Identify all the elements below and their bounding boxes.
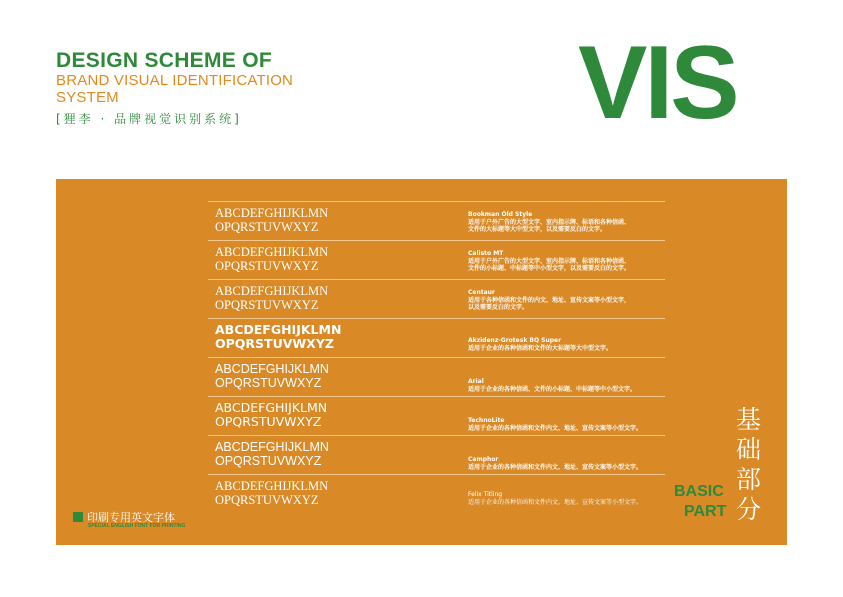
- font-sample: [215, 401, 327, 429]
- title-line-1: DESIGN SCHEME OF: [56, 49, 272, 72]
- header: [56, 50, 293, 127]
- font-desc-1: 适用于企业的各种信函、文件的小标题、中标题等中小型文字。: [468, 385, 637, 393]
- font-row-bookman: [208, 201, 665, 241]
- font-row-camphor: [208, 435, 665, 475]
- vis-mark: VIS: [578, 25, 737, 141]
- font-row-calisto: [208, 240, 665, 280]
- font-desc-2: 文件的大标题等大中型文字，以及需要反白的文字。: [468, 226, 607, 233]
- font-info: [468, 491, 642, 506]
- font-name: Arial: [468, 378, 484, 385]
- font-desc-1: 适用于企业的各种信函和文件内文、地址、宣传文案等小型文字。: [468, 498, 643, 506]
- font-info: [468, 456, 642, 471]
- basic-line-1: BASIC: [674, 483, 724, 500]
- sample-line-2: OPQRSTUVWXYZ: [215, 298, 319, 312]
- font-desc-1: 适用于户外广告的大型文字、室内指示牌、标语和各种信函、: [468, 218, 631, 226]
- font-desc-1: 适用于企业的各种信函和文件的大标题等大中型文字。: [468, 344, 613, 352]
- font-sample: [215, 323, 341, 351]
- font-row-technolite: [208, 396, 665, 436]
- sample-line-1: ABCDEFGHIJKLMN: [215, 245, 329, 259]
- font-info: [468, 378, 636, 393]
- font-sample: [215, 440, 329, 468]
- section-label-en: SPECIAL ENGLISH FONT FOR PRINTING: [88, 523, 186, 529]
- sample-line-1: ABCDEFGHIJKLMN: [215, 284, 329, 298]
- green-square-icon: [73, 512, 83, 522]
- title-line-3: SYSTEM: [56, 89, 119, 106]
- font-sample: [215, 479, 328, 507]
- font-name: Bookman Old Style: [468, 211, 533, 218]
- font-sample: [215, 206, 328, 234]
- font-row-felix: [208, 474, 665, 514]
- vertical-cn-label: 基础部分: [736, 405, 762, 524]
- font-info: [468, 417, 642, 432]
- font-name: Felix Titling: [468, 491, 503, 498]
- sample-line-2: OPQRSTUVWXYZ: [215, 259, 319, 273]
- font-sample: [215, 245, 328, 273]
- sample-line-2: OPQRSTUVWXYZ: [215, 336, 334, 351]
- basic-line-2: PART: [684, 503, 727, 520]
- font-name: Centaur: [468, 289, 495, 296]
- font-name: TechnoLite: [468, 417, 505, 424]
- font-row-akzidenz: [208, 318, 665, 358]
- sample-line-1: ABCDEFGHIJKLMN: [215, 322, 342, 337]
- sample-line-2: OPQRSTUVWXYZ: [215, 414, 322, 429]
- sample-line-2: OPQRSTUVWXYZ: [215, 376, 322, 390]
- subtitle-cn: [狸李 · 品牌视觉识别系统]: [56, 112, 242, 126]
- font-name: Camphor: [468, 456, 499, 463]
- sample-line-2: OPQRSTUVWXYZ: [215, 220, 319, 234]
- sample-line-2: OPQRSTUVWXYZ: [215, 493, 319, 507]
- basic-part-label: [674, 482, 726, 522]
- sample-line-2: OPQRSTUVWXYZ: [215, 454, 322, 468]
- font-row-centaur: [208, 279, 665, 319]
- font-desc-1: 适用于企业的各种信函和文件内文、地址、宣传文案等小型文字。: [468, 424, 643, 432]
- font-desc-2: 文件的小标题、中标题等中小型文字，以及需要反白的文字。: [468, 265, 631, 272]
- font-name: Calisto MT: [468, 250, 504, 257]
- title-line-2: BRAND VISUAL IDENTIFICATION: [56, 72, 294, 89]
- font-sample: [215, 362, 329, 390]
- sample-line-1: ABCDEFGHIJKLMN: [215, 362, 329, 376]
- font-sample: [215, 284, 328, 312]
- font-info: [468, 250, 630, 273]
- font-row-arial: [208, 357, 665, 397]
- sample-line-1: ABCDEFGHIJKLMN: [215, 440, 329, 454]
- font-name: Akzidenz-Grotesk BQ Super: [468, 337, 562, 344]
- font-info: [468, 211, 630, 234]
- sample-line-1: ABCDEFGHIJKLMN: [215, 206, 329, 220]
- font-desc-1: 适用于各种信函和文件的内文、地址、宣传文案等小型文字，: [468, 296, 631, 304]
- sample-line-1: ABCDEFGHIJKLMN: [215, 479, 329, 493]
- font-info: [468, 289, 630, 312]
- font-desc-1: 适用于企业的各种信函和文件内文、地址、宣传文案等小型文字。: [468, 463, 643, 471]
- font-desc-1: 适用于户外广告的大型文字、室内指示牌、标语和各种信函、: [468, 257, 631, 265]
- sample-line-1: ABCDEFGHIJKLMN: [215, 400, 328, 415]
- font-desc-2: 以及需要反白的文字。: [468, 304, 529, 311]
- section-label-cn-text: 印刷专用英文字体: [87, 511, 175, 524]
- font-info: [468, 337, 612, 352]
